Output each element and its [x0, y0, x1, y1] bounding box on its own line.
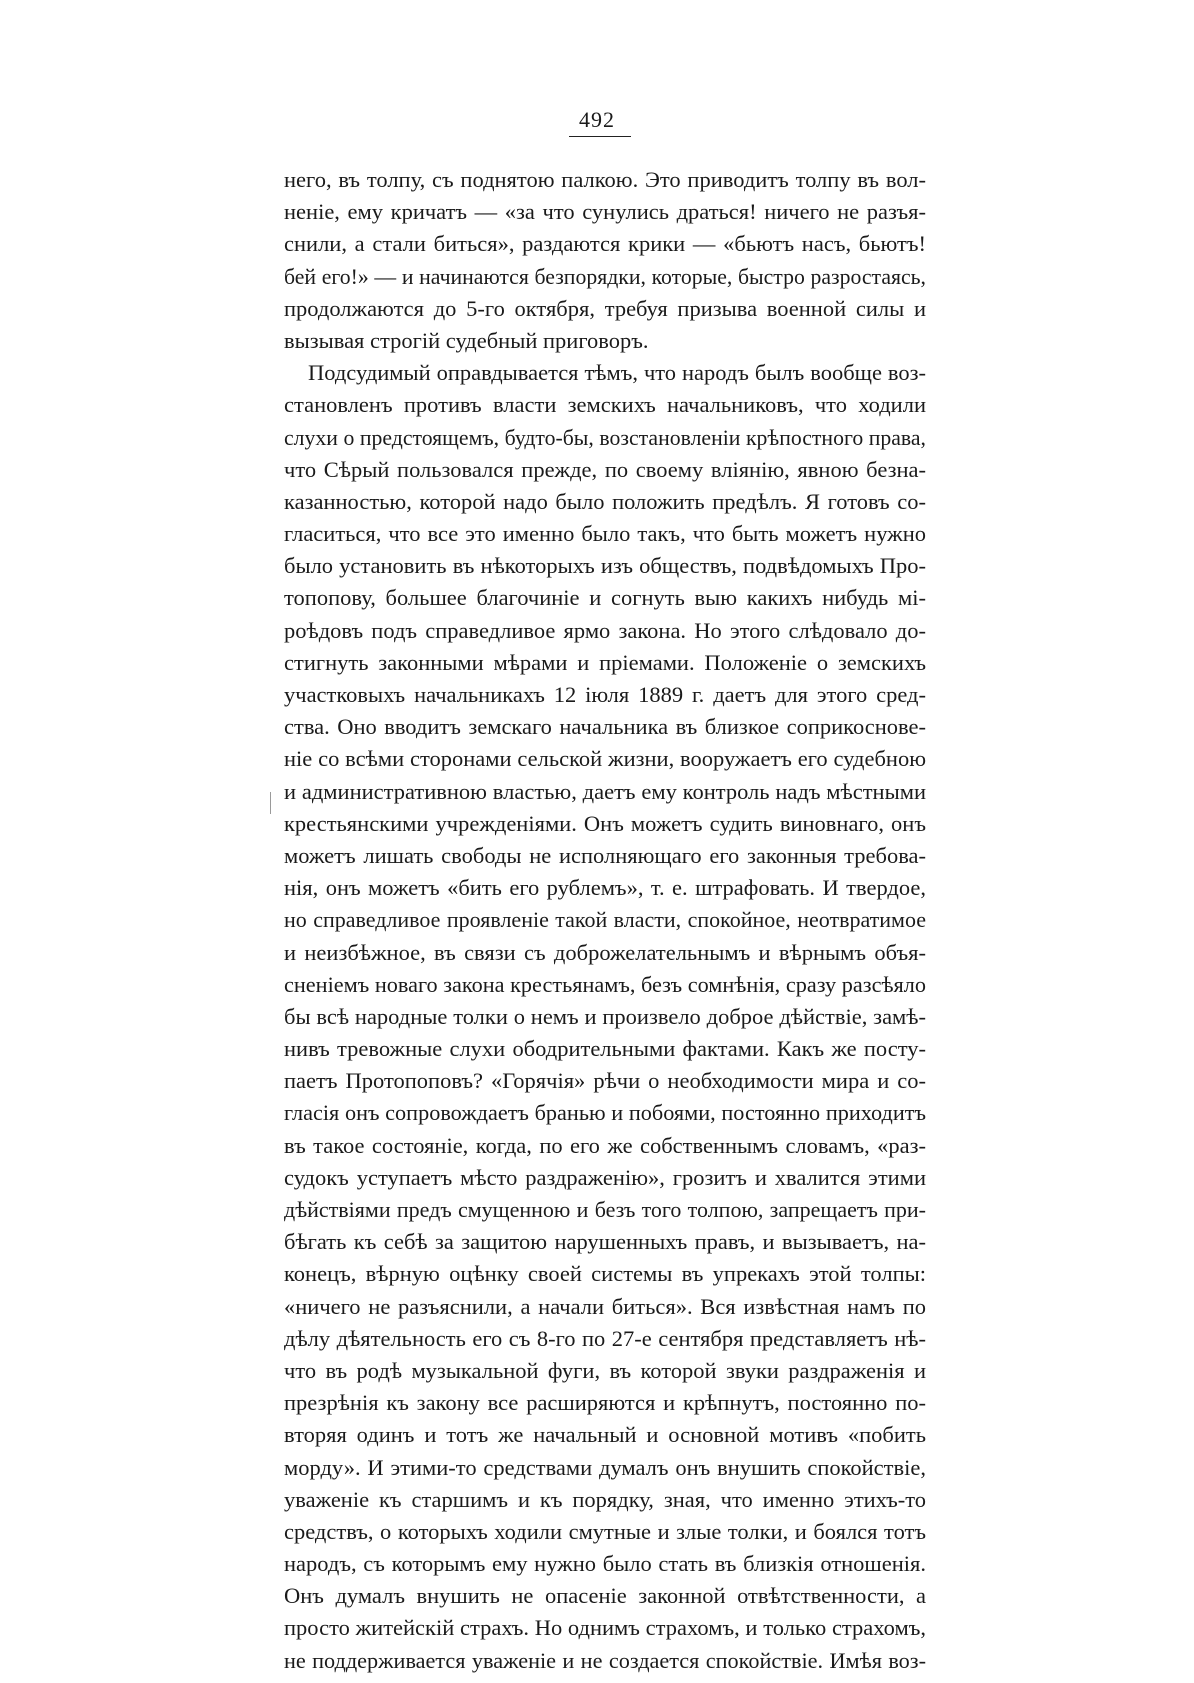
text-line: дѣлу дѣятельность его съ 8-го по 27-е сентября представляетъ нѣ-: [284, 1325, 926, 1351]
text-line: но справедливое проявленіе такой власти, спокойное, неотвратимое: [284, 907, 926, 933]
text-line: продолжаются до 5-го октября, требуя призыва военной силы и: [284, 295, 926, 321]
text-line: нивъ тревожные слухи ободрительными фактами. Какъ же посту-: [284, 1036, 926, 1062]
text-line: не поддерживается уваженіе и не создается спокойствіе. Имѣя воз-: [284, 1647, 926, 1673]
text-line: вызывая строгій судебный приговоръ.: [284, 327, 649, 353]
paragraph: [284, 164, 926, 357]
text-line: судокъ уступаетъ мѣсто раздраженію», грозитъ и хвалится этими: [284, 1164, 926, 1190]
text-line: участковыхъ начальникахъ 12 іюля 1889 г. даетъ для этого сред-: [284, 682, 926, 707]
text-line: роѣдовъ подъ справедливое ярмо закона. Но этого слѣдовало до-: [284, 617, 926, 643]
page-number: 492: [579, 107, 615, 132]
text-line: бы всѣ народные толки о немъ и произвело доброе дѣйствіе, замѣ-: [284, 1003, 926, 1029]
text-line: и неизбѣжное, въ связи съ доброжелательнымъ и вѣрнымъ объя-: [284, 939, 926, 965]
text-line: казанностью, которой надо было положить предѣлъ. Я готовъ со-: [284, 488, 926, 514]
text-line: нія, онъ можетъ «бить его рублемъ», т. е. штрафовать. И твердое,: [284, 875, 926, 901]
text-line: топопову, большее благочиніе и согнуть выю какихъ нибудь мі-: [284, 585, 926, 611]
text-line: было установить въ нѣкоторыхъ изъ обществъ, подвѣдомыхъ Про-: [284, 553, 926, 579]
paragraph: [284, 357, 926, 1677]
text-line: гласиться, что все это именно было такъ, что быть можетъ нужно: [284, 521, 926, 547]
text-line: паетъ Протопоповъ? «Горячія» рѣчи о необходимости мира и со-: [284, 1068, 926, 1094]
text-line: снили, а стали биться», раздаются крики — «бьютъ насъ, бьютъ!: [284, 231, 926, 257]
text-line: народъ, съ которымъ ему нужно было стать въ близкія отношенія.: [284, 1551, 926, 1577]
text-line: можетъ лишать свободы не исполняющаго его законныя требова-: [284, 842, 926, 868]
text-line: ства. Оно вводитъ земскаго начальника въ близкое соприкоснове-: [284, 714, 926, 740]
text-line: вторяя одинъ и тотъ же начальный и основной мотивъ «побить: [284, 1422, 926, 1448]
text-line: ніе со всѣми сторонами сельской жизни, вооружаетъ его судебною: [284, 746, 926, 772]
text-line: слухи о предстоящемъ, будто-бы, возстановленіи крѣпостного права,: [284, 425, 926, 450]
text-line: Подсудимый оправдывается тѣмъ, что народъ былъ вообще воз-: [308, 360, 926, 386]
body-text: [284, 164, 926, 1677]
text-line: стигнуть законными мѣрами и пріемами. Положеніе о земскихъ: [284, 649, 926, 675]
text-line: средствъ, о которыхъ ходили смутные и злые толки, и боялся тотъ: [284, 1518, 926, 1544]
text-line: бѣгать къ себѣ за защитою нарушенныхъ правъ, и вызываетъ, на-: [284, 1229, 926, 1255]
text-line: «ничего не разъяснили, а начали биться». Вся извѣстная намъ по: [284, 1293, 926, 1319]
text-line: него, въ толпу, съ поднятою палкою. Это приводитъ толпу въ вол-: [284, 167, 926, 192]
text-line: гласія онъ сопровождаетъ бранью и побоями, постоянно приходитъ: [284, 1100, 926, 1126]
text-line: бей его!» — и начинаются безпорядки, которые, быстро разростаясь,: [284, 264, 926, 289]
text-line: морду». И этими-то средствами думалъ онъ внушить спокойствіе,: [284, 1454, 926, 1480]
text-line: что въ родѣ музыкальной фуги, въ которой звуки раздраженія и: [284, 1357, 926, 1383]
text-line: въ такое состояніе, когда, по его же собственнымъ словамъ, «раз-: [284, 1132, 926, 1158]
text-line: презрѣнія къ закону все расширяются и крѣпнутъ, постоянно по-: [284, 1390, 926, 1416]
text-line: и административною властью, даетъ ему контроль надъ мѣстными: [284, 778, 926, 804]
text-line: дѣйствіями предъ смущенною и безъ того толпою, запрещаетъ при-: [284, 1197, 926, 1222]
text-line: неніе, ему кричатъ — «за что сунулись драться! ничего не разъя-: [284, 199, 926, 225]
margin-mark: [270, 792, 271, 814]
page-number-rule: [569, 136, 631, 137]
text-line: уваженіе къ старшимъ и къ порядку, зная, что именно этихъ-то: [284, 1486, 926, 1512]
text-line: крестьянскими учрежденіями. Онъ можетъ судить виновнаго, онъ: [284, 810, 926, 836]
text-line: конецъ, вѣрную оцѣнку своей системы въ упрекахъ этой толпы:: [284, 1261, 926, 1287]
text-line: что Сѣрый пользовался прежде, по своему вліянію, явною безна-: [284, 456, 926, 482]
text-line: Онъ думалъ внушить не опасеніе законной отвѣтственности, а: [284, 1583, 926, 1609]
text-line: просто житейскій страхъ. Но однимъ страхомъ, и только страхомъ,: [284, 1615, 926, 1641]
text-line: сненіемъ новаго закона крестьянамъ, безъ сомнѣнія, сразу разсѣяло: [284, 971, 926, 997]
text-line: становленъ противъ власти земскихъ начальниковъ, что ходили: [284, 392, 926, 418]
